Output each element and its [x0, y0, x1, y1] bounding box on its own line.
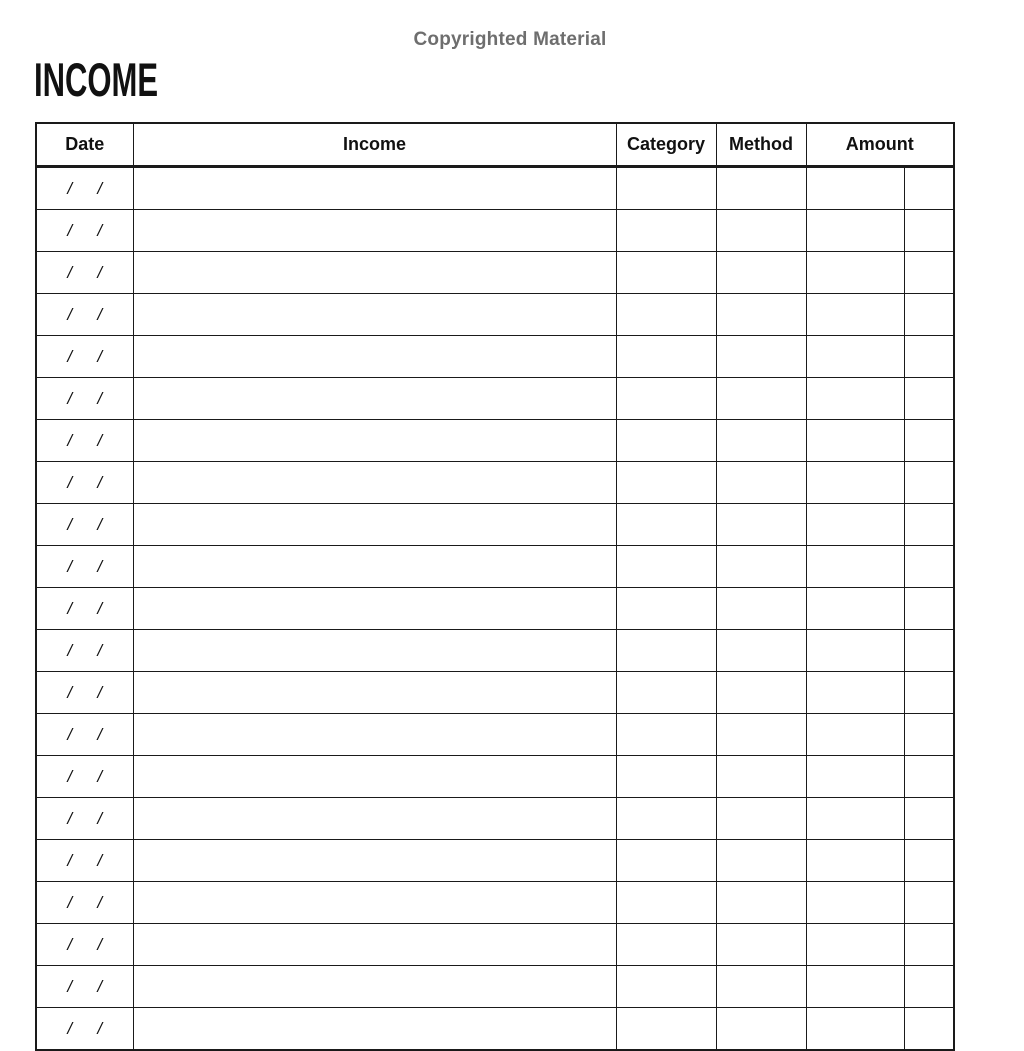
column-header-income: Income	[133, 123, 616, 167]
date-separator: /	[67, 850, 73, 870]
date-field[interactable]	[36, 378, 133, 420]
category-field[interactable]	[616, 294, 716, 336]
category-field[interactable]	[616, 966, 716, 1008]
method-field[interactable]	[716, 840, 806, 882]
amount-cents-field[interactable]	[904, 756, 954, 798]
income-field[interactable]	[133, 882, 616, 924]
amount-dollars-field[interactable]	[806, 630, 904, 672]
date-separator: /	[97, 262, 103, 282]
date-separator: /	[97, 346, 103, 366]
date-separator: /	[67, 556, 73, 576]
category-field[interactable]	[616, 840, 716, 882]
amount-cents-field[interactable]	[904, 504, 954, 546]
date-separator: /	[67, 892, 73, 912]
method-field[interactable]	[716, 336, 806, 378]
amount-cents-field[interactable]	[904, 252, 954, 294]
table-row	[36, 462, 954, 504]
category-field[interactable]	[616, 420, 716, 462]
income-field[interactable]	[133, 630, 616, 672]
table-row	[36, 167, 954, 210]
income-field[interactable]	[133, 672, 616, 714]
table-row	[36, 336, 954, 378]
date-field[interactable]	[36, 798, 133, 840]
method-field[interactable]	[716, 798, 806, 840]
income-field[interactable]	[133, 504, 616, 546]
amount-cents-field[interactable]	[904, 546, 954, 588]
date-separator: /	[67, 430, 73, 450]
method-field[interactable]	[716, 462, 806, 504]
page-title: INCOME	[34, 53, 159, 106]
date-field[interactable]	[36, 1008, 133, 1051]
income-field[interactable]	[133, 336, 616, 378]
amount-dollars-field[interactable]	[806, 714, 904, 756]
amount-dollars-field[interactable]	[806, 1008, 904, 1051]
amount-cents-field[interactable]	[904, 924, 954, 966]
income-field[interactable]	[133, 420, 616, 462]
amount-dollars-field[interactable]	[806, 882, 904, 924]
category-field[interactable]	[616, 672, 716, 714]
method-field[interactable]	[716, 756, 806, 798]
category-field[interactable]	[616, 588, 716, 630]
amount-dollars-field[interactable]	[806, 462, 904, 504]
date-separator: /	[97, 640, 103, 660]
table-row	[36, 798, 954, 840]
method-field[interactable]	[716, 294, 806, 336]
date-separator: /	[67, 598, 73, 618]
date-separator: /	[67, 472, 73, 492]
amount-cents-field[interactable]	[904, 966, 954, 1008]
category-field[interactable]	[616, 798, 716, 840]
column-header-date: Date	[36, 123, 133, 167]
income-field[interactable]	[133, 378, 616, 420]
amount-cents-field[interactable]	[904, 167, 954, 210]
date-separator: /	[67, 640, 73, 660]
date-field[interactable]	[36, 588, 133, 630]
method-field[interactable]	[716, 588, 806, 630]
amount-dollars-field[interactable]	[806, 966, 904, 1008]
table-row	[36, 882, 954, 924]
method-field[interactable]	[716, 252, 806, 294]
date-separator: /	[97, 1018, 103, 1038]
amount-cents-field[interactable]	[904, 798, 954, 840]
method-field[interactable]	[716, 546, 806, 588]
category-field[interactable]	[616, 756, 716, 798]
date-separator: /	[97, 388, 103, 408]
amount-cents-field[interactable]	[904, 672, 954, 714]
income-field[interactable]	[133, 588, 616, 630]
date-separator: /	[67, 514, 73, 534]
income-field[interactable]	[133, 294, 616, 336]
date-field[interactable]	[36, 336, 133, 378]
column-header-method: Method	[716, 123, 806, 167]
amount-cents-field[interactable]	[904, 336, 954, 378]
amount-dollars-field[interactable]	[806, 924, 904, 966]
amount-cents-field[interactable]	[904, 462, 954, 504]
income-field[interactable]	[133, 167, 616, 210]
table-row	[36, 588, 954, 630]
date-separator: /	[67, 1018, 73, 1038]
table-row	[36, 252, 954, 294]
amount-cents-field[interactable]	[904, 1008, 954, 1051]
amount-cents-field[interactable]	[904, 420, 954, 462]
amount-dollars-field[interactable]	[806, 840, 904, 882]
column-header-category: Category	[616, 123, 716, 167]
date-field[interactable]	[36, 504, 133, 546]
date-separator: /	[97, 682, 103, 702]
category-field[interactable]	[616, 252, 716, 294]
category-field[interactable]	[616, 167, 716, 210]
table-row	[36, 714, 954, 756]
table-row	[36, 966, 954, 1008]
method-field[interactable]	[716, 167, 806, 210]
income-field[interactable]	[133, 756, 616, 798]
date-separator: /	[97, 850, 103, 870]
date-separator: /	[67, 808, 73, 828]
date-separator: /	[67, 976, 73, 996]
method-field[interactable]	[716, 1008, 806, 1051]
date-separator: /	[97, 430, 103, 450]
method-field[interactable]	[716, 420, 806, 462]
date-field[interactable]	[36, 714, 133, 756]
date-separator: /	[67, 766, 73, 786]
category-field[interactable]	[616, 504, 716, 546]
ledger-body	[36, 167, 954, 1051]
date-field[interactable]	[36, 420, 133, 462]
date-field[interactable]	[36, 966, 133, 1008]
amount-dollars-field[interactable]	[806, 756, 904, 798]
date-field[interactable]	[36, 210, 133, 252]
date-field[interactable]	[36, 462, 133, 504]
date-separator: /	[67, 934, 73, 954]
amount-cents-field[interactable]	[904, 630, 954, 672]
date-field[interactable]	[36, 756, 133, 798]
method-field[interactable]	[716, 966, 806, 1008]
amount-dollars-field[interactable]	[806, 546, 904, 588]
date-separator: /	[97, 514, 103, 534]
income-field[interactable]	[133, 840, 616, 882]
date-field[interactable]	[36, 167, 133, 210]
category-field[interactable]	[616, 882, 716, 924]
category-field[interactable]	[616, 924, 716, 966]
amount-dollars-field[interactable]	[806, 210, 904, 252]
amount-cents-field[interactable]	[904, 882, 954, 924]
date-separator: /	[97, 892, 103, 912]
date-separator: /	[97, 598, 103, 618]
income-field[interactable]	[133, 924, 616, 966]
amount-dollars-field[interactable]	[806, 588, 904, 630]
date-separator: /	[97, 304, 103, 324]
category-field[interactable]	[616, 210, 716, 252]
date-separator: /	[67, 304, 73, 324]
amount-dollars-field[interactable]	[806, 252, 904, 294]
amount-cents-field[interactable]	[904, 210, 954, 252]
category-field[interactable]	[616, 462, 716, 504]
amount-dollars-field[interactable]	[806, 504, 904, 546]
category-field[interactable]	[616, 336, 716, 378]
method-field[interactable]	[716, 882, 806, 924]
amount-dollars-field[interactable]	[806, 167, 904, 210]
amount-cents-field[interactable]	[904, 378, 954, 420]
amount-dollars-field[interactable]	[806, 672, 904, 714]
amount-dollars-field[interactable]	[806, 336, 904, 378]
table-row	[36, 378, 954, 420]
category-field[interactable]	[616, 378, 716, 420]
amount-cents-field[interactable]	[904, 714, 954, 756]
date-separator: /	[97, 724, 103, 744]
table-row	[36, 924, 954, 966]
category-field[interactable]	[616, 546, 716, 588]
table-row	[36, 672, 954, 714]
date-separator: /	[67, 388, 73, 408]
category-field[interactable]	[616, 1008, 716, 1051]
date-separator: /	[97, 472, 103, 492]
income-field[interactable]	[133, 966, 616, 1008]
copyright-watermark: Copyrighted Material	[413, 29, 607, 50]
column-header-amount: Amount	[806, 123, 954, 167]
date-separator: /	[97, 934, 103, 954]
amount-dollars-field[interactable]	[806, 294, 904, 336]
date-field[interactable]	[36, 882, 133, 924]
table-row	[36, 840, 954, 882]
date-separator: /	[97, 220, 103, 240]
table-row	[36, 420, 954, 462]
date-field[interactable]	[36, 546, 133, 588]
method-field[interactable]	[716, 378, 806, 420]
income-field[interactable]	[133, 798, 616, 840]
income-field[interactable]	[133, 252, 616, 294]
date-field[interactable]	[36, 840, 133, 882]
method-field[interactable]	[716, 714, 806, 756]
income-field[interactable]	[133, 462, 616, 504]
table-row	[36, 294, 954, 336]
date-field[interactable]	[36, 924, 133, 966]
income-field[interactable]	[133, 546, 616, 588]
method-field[interactable]	[716, 630, 806, 672]
date-separator: /	[67, 220, 73, 240]
category-field[interactable]	[616, 630, 716, 672]
date-separator: /	[97, 808, 103, 828]
method-field[interactable]	[716, 504, 806, 546]
income-field[interactable]	[133, 210, 616, 252]
date-separator: /	[97, 178, 103, 198]
method-field[interactable]	[716, 210, 806, 252]
date-separator: /	[67, 682, 73, 702]
amount-cents-field[interactable]	[904, 294, 954, 336]
date-separator: /	[97, 976, 103, 996]
date-separator: /	[67, 724, 73, 744]
date-field[interactable]	[36, 672, 133, 714]
income-field[interactable]	[133, 714, 616, 756]
table-row	[36, 504, 954, 546]
table-header-row	[36, 123, 954, 167]
method-field[interactable]	[716, 924, 806, 966]
amount-dollars-field[interactable]	[806, 378, 904, 420]
table-row	[36, 1008, 954, 1051]
table-row	[36, 756, 954, 798]
income-field[interactable]	[133, 1008, 616, 1051]
table-row	[36, 546, 954, 588]
date-field[interactable]	[36, 252, 133, 294]
date-field[interactable]	[36, 294, 133, 336]
amount-dollars-field[interactable]	[806, 798, 904, 840]
table-row	[36, 210, 954, 252]
date-separator: /	[67, 346, 73, 366]
amount-cents-field[interactable]	[904, 588, 954, 630]
date-field[interactable]	[36, 630, 133, 672]
category-field[interactable]	[616, 714, 716, 756]
date-separator: /	[67, 178, 73, 198]
date-separator: /	[67, 262, 73, 282]
date-separator: /	[97, 556, 103, 576]
table-row	[36, 630, 954, 672]
date-separator: /	[97, 766, 103, 786]
amount-dollars-field[interactable]	[806, 420, 904, 462]
income-ledger-table	[35, 122, 955, 1051]
amount-cents-field[interactable]	[904, 840, 954, 882]
method-field[interactable]	[716, 672, 806, 714]
